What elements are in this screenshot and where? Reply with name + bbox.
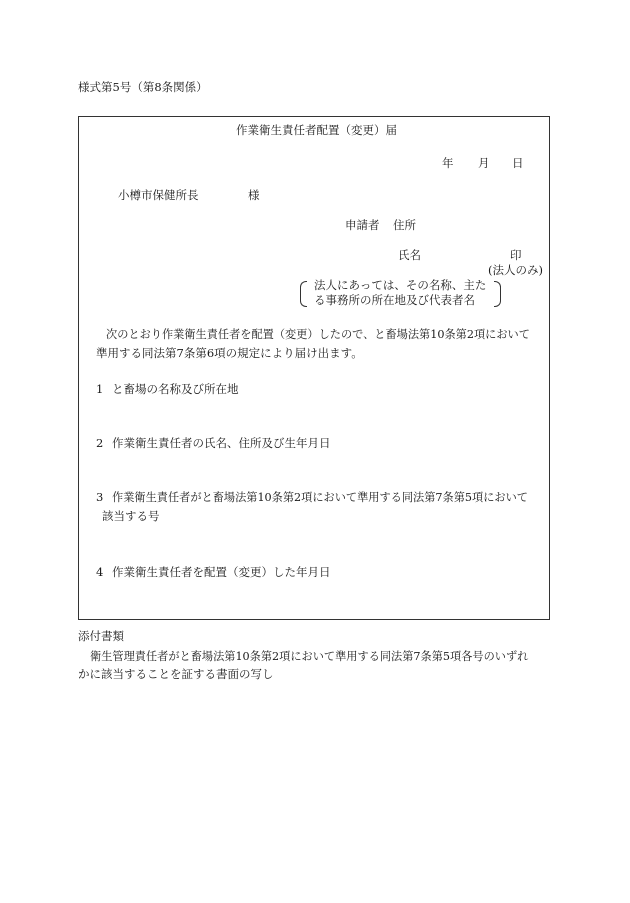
- item-2-number: 2: [96, 436, 104, 450]
- body-line2: 準用する同法第7条第6項の規定により届け出ます。: [96, 346, 363, 360]
- attachment-line1: 衛生管理責任者がと畜場法第10条第2項において準用する同法第7条第5項各号のいずれ: [90, 650, 529, 663]
- date-year: 年: [442, 156, 454, 170]
- item-4-number: 4: [96, 565, 104, 579]
- bracket-left: [300, 281, 307, 307]
- corp-note-line1: 法人にあっては、その名称、主た: [314, 278, 487, 292]
- date-month: 月: [478, 156, 490, 170]
- corp-note-line2: る事務所の所在地及び代表者名: [314, 293, 475, 307]
- applicant-label: 申請者: [345, 218, 380, 232]
- addressee-name: 小樽市保健所長: [118, 188, 199, 202]
- seal-mark: 印: [510, 248, 522, 262]
- item-4-text: 作業衛生責任者を配置（変更）した年月日: [112, 565, 331, 579]
- item-3-text: 作業衛生責任者がと畜場法第10条第2項において準用する同法第7条第5項において: [112, 491, 528, 504]
- seal-note: (法人のみ): [488, 263, 543, 277]
- form-title: 作業衛生責任者配置（変更）届: [236, 123, 397, 137]
- bracket-right: [494, 281, 501, 307]
- name-label: 氏名: [398, 248, 421, 262]
- item-2-text: 作業衛生責任者の氏名、住所及び生年月日: [112, 436, 331, 450]
- item-1-text: と畜場の名称及び所在地: [112, 382, 239, 396]
- addressee-honorific: 様: [248, 188, 260, 202]
- item-3-number: 3: [96, 490, 104, 504]
- address-label: 住所: [393, 218, 416, 232]
- item-1-number: 1: [96, 382, 104, 396]
- body-line1: 次のとおり作業衛生責任者を配置（変更）したので、と畜場法第10条第2項において: [106, 328, 530, 341]
- item-3-text-cont: 該当する号: [102, 509, 160, 523]
- attachment-heading: 添付書類: [78, 629, 124, 643]
- date-day: 日: [512, 156, 524, 170]
- form-number: 様式第5号（第8条関係）: [78, 80, 208, 94]
- attachment-line2: かに該当することを証する書面の写し: [78, 667, 274, 681]
